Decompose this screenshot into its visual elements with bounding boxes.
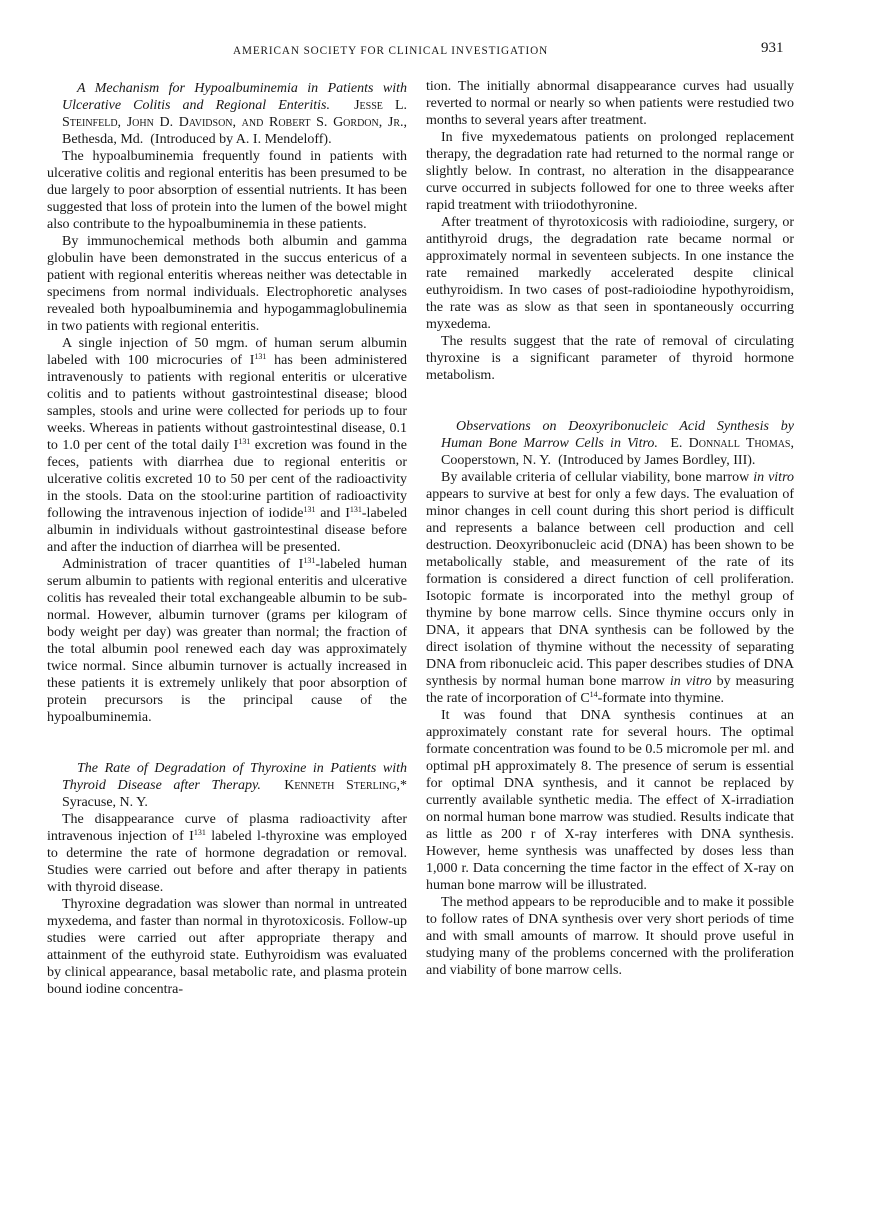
article-authors: Jesse L. Steinfeld, John D. Davidson, and Robert S. Gordon, Jr. xyxy=(62,98,407,130)
article-location: Syracuse, N. Y. xyxy=(62,795,148,810)
paragraph: tion. The initially abnormal disappearance curves had usually reverted to normal or nearly so when patients were restudied two months to several years after treatment. xyxy=(426,79,794,128)
left-column xyxy=(47,80,407,998)
article-introduced-by: (Introduced by James Bordley, III). xyxy=(558,453,756,468)
paragraph: The method appears to be reproducible and to make it possible to follow rates of DNA synthesis over very short periods of time and with small amounts of marrow. It should prove useful in studying many of the problems concerned with the proliferation and viability of bone marrow cells. xyxy=(426,895,794,978)
article-introduced-by: (Introduced by A. I. Mendeloff). xyxy=(150,132,332,147)
article-dna-synthesis xyxy=(426,418,794,979)
paragraph: Administration of tracer quantities of $I^{131}$-labeled human serum albumin to patients with regional enteritis and ulcerative colitis has revealed their total exchangeable albumin to be sub-normal. However, albumin turnover (grams per kilogram of body weight per day) was greater than normal; the fraction of the total albumin pool renewed each day was approximately twice normal. Since albumin turnover is actually increased in these patients it is extremely unlikely that poor absorption of protein precursors is the principal cause of the hypoalbuminemia. xyxy=(47,556,407,725)
article-location: , Cooperstown, N. Y. xyxy=(441,436,794,468)
superscript: 131 xyxy=(303,556,316,565)
article-heading xyxy=(47,80,407,148)
paragraph: After treatment of thyrotoxicosis with radioiodine, surgery, or antithyroid drugs, the degradation rate became normal or approximately normal in seventeen subjects. In one instance the rate remained markedly accelerated despite clinical euthyroidism. In two cases of post-radioiodine hypothyroidism, the rate was as slow as that seen in spontaneously occurring myxedema. xyxy=(426,215,794,332)
page-header xyxy=(0,40,890,60)
paragraph: The disappearance curve of plasma radioactivity after intravenous injection of $I^{131}$ labeled l-thyroxine was employed to determine the rate of hormone degradation or removal. Studies were carried out before and after therapy in patients with thyroid disease. xyxy=(47,812,407,895)
superscript: 131 xyxy=(303,505,316,514)
superscript: 14 xyxy=(589,690,598,699)
paragraph: In five myxedematous patients on prolonged replacement therapy, the degradation rate had returned to the normal range or slightly below. In contrast, no alteration in the disappearance curve occurred in subjects followed for one to three weeks after rapid treatment with triiodothyronine. xyxy=(426,130,794,213)
paragraph: A single injection of 50 mgm. of human serum albumin labeled with 100 microcuries of $I^{131}$ has been administered intravenously to patients with regional enteritis or ulcerative colitis and to patients without gastrointestinal disease; blood samples, stools and urine were collected for periods up to four weeks. Whereas in patients without gastrointestinal disease, 0.1 to 1.0 per cent of the total daily $I^{131}$ excretion was found in the feces, patients with diarrhea due to regional enteritis or ulcerative colitis excreted 10 to 50 per cent of the radioactivity in the stools. Data on the stool:urine partition of radioactivity following the intravenous injection of iodide$^{131}$ and $I^{131}$-labeled albumin in individuals without gastrointestinal disease before and after the induction of diarrhea will be presented. xyxy=(47,336,408,555)
paragraph: By available criteria of cellular viability, bone marrow in vitro appears to survive at best for only a few days. The evaluation of minor changes in cell count during this short period is difficult and represents a balance between cell production and cell destruction. Deoxyribonucleic acid (DNA) has been shown to be metabolically stable, and measurement of the rate of its formation is considered a direct function of cell proliferation. Isotopic formate is incorporated into the methyl group of thymine by bone marrow cells. Since thymine occurs only in DNA, it appears that DNA synthesis can be followed by the direct isolation of thymine without the necessity of separating DNA from ribonucleic acid. This paper describes studies of DNA synthesis by normal human bone marrow in vitro by measuring the rate of incorporation of $C^{14}$-formate into thymine. xyxy=(426,470,795,706)
article-authors: Kenneth Sterling, xyxy=(284,778,401,793)
article-title: Observations on Deoxyribonucleic Acid Synthesis by Human Bone Marrow Cells in Vitro. xyxy=(441,419,794,451)
article-thyroxine-degradation-continued xyxy=(426,78,794,384)
paragraph: The results suggest that the rate of removal of circulating thyroxine is a significant parameter of thyroid hormone metabolism. xyxy=(426,334,794,383)
right-column xyxy=(426,78,794,979)
article-heading xyxy=(47,760,407,811)
article-location: , Bethesda, Md. xyxy=(62,115,407,147)
article-title: A Mechanism for Hypoalbuminemia in Patients with Ulcerative Colitis and Regional Enteritis. xyxy=(62,81,407,113)
superscript: 131 xyxy=(238,437,251,446)
superscript: 131 xyxy=(349,505,362,514)
page-number: 931 xyxy=(761,40,784,56)
article-title: The Rate of Degradation of Thyroxine in Patients with Thyroid Disease after Therapy. xyxy=(62,761,407,793)
paragraph: The hypoalbuminemia frequently found in patients with ulcerative colitis and regional enteritis has been presumed to be due largely to poor absorption of essential nutrients. It has been suggested that loss of protein into the lumen of the bowel might also contribute to the hypoalbuminemia in these patients. xyxy=(47,149,407,232)
superscript: 131 xyxy=(193,828,206,837)
paragraph: Thyroxine degradation was slower than normal in untreated myxedema, and faster than normal in thyrotoxicosis. Follow-up studies were carried out after appropriate therapy and attainment of the euthyroid state. Euthyroidism was evaluated by clinical appearance, basal metabolic rate, and plasma protein bound iodine concentra- xyxy=(47,897,407,997)
author-asterisk: * xyxy=(400,778,408,793)
article-hypoalbuminemia xyxy=(47,80,407,726)
italic-term: in vitro xyxy=(669,674,712,689)
article-heading xyxy=(426,418,794,469)
superscript: 131 xyxy=(254,352,267,361)
paragraph: It was found that DNA synthesis continues at an approximately constant rate for several hours. The optimal formate concentration was found to be 0.5 micromole per ml. and optimal pH approximately 8. The presence of serum is essential for optimal DNA synthesis, and it cannot be replaced by currently available synthetic media. The effect of X-irradiation on normal human bone marrow was studied. Results indicate that as little as 200 r of X-ray interferes with DNA synthesis. However, heme synthesis was unaffected by doses less than 1,000 r. Data concerning the time factor in the effect of X-ray on human bone marrow will be illustrated. xyxy=(426,708,794,893)
italic-term: in vitro xyxy=(753,470,795,485)
article-thyroxine-degradation xyxy=(47,760,407,998)
article-authors: E. Donnall Thomas xyxy=(670,436,791,451)
running-head: AMERICAN SOCIETY FOR CLINICAL INVESTIGATION xyxy=(233,45,549,57)
paragraph: By immunochemical methods both albumin and gamma globulin have been demonstrated in the succus entericus of a patient with regional enteritis whereas neither was detectable in specimens from normal individuals. Electrophoretic analyses revealed both hypoalbuminemia and hypogammaglobulinemia in two patients with regional enteritis. xyxy=(47,234,407,334)
